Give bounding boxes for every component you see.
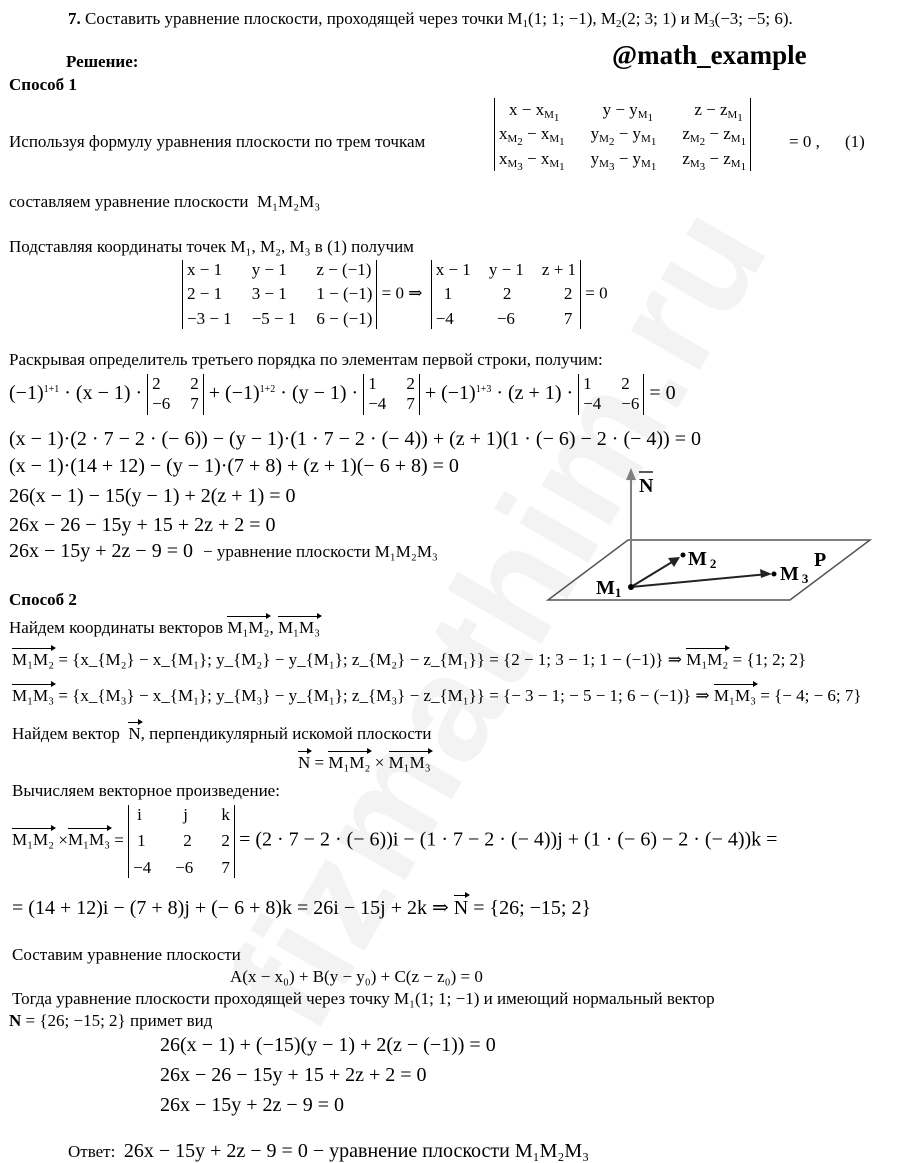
det-cell: i <box>137 805 142 824</box>
compute-text: Вычисляем векторное произведение: <box>12 781 280 800</box>
conjunction: и <box>680 9 690 28</box>
exponent: 1+1 <box>43 383 60 395</box>
normal-label: N <box>639 475 654 497</box>
det-cell: x − 1 <box>187 260 223 279</box>
factor: · (x − 1) · <box>64 381 143 404</box>
conclude-label: составляем уравнение плоскости <box>9 192 249 211</box>
det-cell: −6 <box>175 857 194 877</box>
problem-text: Составить уравнение плоскости, проходящей через точки M <box>85 9 523 28</box>
vector-result: = {− 4; − 6; 7} <box>760 686 862 705</box>
det-cell: 7 <box>563 308 573 328</box>
det-equals: = 0 <box>585 283 608 303</box>
det-cell: 2 − 1 <box>187 284 223 304</box>
det-cell: y − 1 <box>251 260 287 279</box>
normal-result: = {26; −15; 2} <box>473 897 592 919</box>
cross-expansion: = (2 · 7 − 2 · (− 6))i − (1 · 7 − 2 · (− 4))j + (1 · (− 6) − 2 · (− 4))k = <box>239 828 778 851</box>
find-vectors-text: Найдем координаты векторов M₁M₂, M₁M₃ <box>9 618 321 637</box>
normal-vector: N <box>453 897 469 919</box>
method2-step: 26x − 26 − 15y + 15 + 2z + 2 = 0 <box>160 1064 427 1086</box>
point-index: 3 <box>709 18 715 30</box>
times: × <box>58 830 68 850</box>
det-cell: 2 <box>502 284 512 304</box>
minor-cell: 2 <box>152 374 161 393</box>
det-cell: 1 <box>443 284 453 304</box>
problem-statement: 7. Составить уравнение плоскости, проходящей через точки $M_1(1$; 1; −1), $M_2(2$; 3; 1) и $M_3(-3$; −5; 6). <box>68 9 793 30</box>
formula-tail: = 0 , <box>789 132 820 151</box>
problem-number: 7. <box>68 9 81 28</box>
normal-arrowhead <box>626 468 636 480</box>
method2-step: 26x − 15y + 2z − 9 = 0 <box>160 1094 344 1116</box>
answer-label: Ответ: <box>68 1142 116 1161</box>
det-cell: z + 1 <box>541 260 577 279</box>
minor-cell: −4 <box>368 394 387 414</box>
point-index: 1 <box>522 18 529 30</box>
vector-name: M₁M₃ <box>12 686 55 705</box>
method2-step: 26(x − 1) + (−15)(y − 1) + 2(z − (−1)) = 0 <box>160 1034 496 1056</box>
det-cell: 3 − 1 <box>251 284 287 304</box>
det-cell: −6 <box>496 308 515 328</box>
times: × <box>374 753 385 772</box>
method1-intro: Используя формулу уравнения плоскости по трем точкам <box>9 132 426 151</box>
det-cell: 1 <box>137 831 146 851</box>
vector-name: M₁M₂ <box>686 650 729 669</box>
equals-zero: = 0 <box>649 381 676 404</box>
sign-term: + (−1) <box>208 381 260 404</box>
general-determinant: $x - x_{M_1}$ $y - y_{M_1}$ $z - z_{M_1}$ $x_{M_2} - x_{M_1}$ $y_{M_2} - y_{M_1}$ $z_{M_2} - z_{M_1}$ $x_{M_3} - x_{M_1}$ $y_{M_3} - y_{M_1}$ $z_{M_3} - z_{M_1}$ <box>494 98 751 171</box>
vector-formula: = {x_{M₃} − x_{M₁}; y_{M₃} − y_{M₁}; z_{M₃} − z_{M₁}} = {− 3 − 1; − 5 − 1; 6 − (−1)} ⇒ <box>58 686 710 705</box>
numeric-determinant <box>182 260 608 329</box>
method1-step: 26x − 26 − 15y + 15 + 2z + 2 = 0 <box>9 514 276 536</box>
det-cell: 2 <box>221 831 230 851</box>
det-cell: −4 <box>133 857 152 877</box>
exponent: 1+3 <box>475 383 492 395</box>
point-coords: (−3; −5; 6) <box>714 9 789 28</box>
det-cell: x − 1 <box>435 260 471 279</box>
m3-label: M 3 <box>780 563 809 586</box>
m2-label: M 2 <box>688 548 717 571</box>
then-text: Тогда уравнение плоскости проходящей через точку M₁(1; 1; −1) и имеющий нормальный вектор <box>12 989 715 1008</box>
minor-cell: 2 <box>406 374 415 393</box>
det-cell: y − 1 <box>488 260 524 279</box>
det-cell: 6 − (−1) <box>316 308 373 328</box>
point-name: M <box>693 9 710 28</box>
vector-name: M₁M₃ <box>713 686 757 705</box>
arrowhead-m3 <box>760 569 772 578</box>
formula-number: (1) <box>845 132 865 151</box>
find-normal-text <box>12 724 431 744</box>
minor-cell: 7 <box>406 394 415 414</box>
vector-m1m2: M₁M₂ <box>328 753 371 772</box>
vector-formula: = {x_{M₂} − x_{M₁}; y_{M₂} − y_{M₁}; z_{M₂} − z_{M₁}} = {2 − 1; 3 − 1; 1 − (−1)} ⇒ <box>58 650 682 669</box>
minor-cell: −6 <box>152 394 171 414</box>
solution-label: Решение: <box>66 52 139 71</box>
det-cell: 2 <box>563 284 573 304</box>
det-cell: −4 <box>435 308 454 328</box>
final-suffix: − уравнение плоскости M₁M₂M₃ <box>203 542 438 561</box>
vector-m1m3: M₁M₃ <box>388 753 431 772</box>
cofactor-expansion <box>9 374 676 415</box>
point-coords: (2; 3; 1) <box>621 9 677 28</box>
cross-product-formula <box>298 753 431 773</box>
compose-text: Составим уравнение плоскости <box>12 945 241 964</box>
det-cell: −5 − 1 <box>251 308 297 328</box>
vector-m1m2: M₁M₂ <box>227 618 270 637</box>
minor-cell: 1 <box>368 374 377 393</box>
det-cell: 1 − (−1) <box>316 284 373 304</box>
find-normal-suffix: , перпендикулярный искомой плоскости <box>140 724 432 743</box>
normal-value: = {26; −15; 2} примет вид <box>25 1011 213 1030</box>
det-cell: 2 <box>183 831 192 851</box>
method1-step: (x − 1)·(14 + 12) − (y − 1)·(7 + 8) + (z + 1)(− 6 + 8) = 0 <box>9 455 459 477</box>
minor-cell: 2 <box>190 374 199 393</box>
exponent: 1+2 <box>259 383 276 395</box>
plane-label: P <box>814 549 827 571</box>
vector-m1m2-calc <box>12 650 806 670</box>
det-cell: z − (−1) <box>316 260 372 279</box>
normal-vector: N <box>128 724 141 743</box>
minor-cell: 2 <box>621 374 630 393</box>
method2-title: Способ 2 <box>9 590 77 609</box>
vector-m1m3: M₁M₃ <box>277 618 321 637</box>
det-cell: 7 <box>221 857 230 877</box>
minor-cell: −6 <box>621 394 640 414</box>
vector-m1m3 <box>631 574 768 587</box>
find-vectors-label: Найдем координаты векторов <box>9 618 224 637</box>
cross-result-line <box>12 897 591 920</box>
normal-bold: N <box>9 1011 22 1030</box>
method1-step: (x − 1)·(2 · 7 − 2 · (− 6)) − (y − 1)·(1 · 7 − 2 · (− 4)) + (z + 1)(1 · (− 6) − 2 · (− 4)) = 0 <box>9 428 701 450</box>
conclude-text <box>9 192 320 212</box>
final-equation: 26x − 15y + 2z − 9 = 0 <box>9 540 193 562</box>
brand-watermark: @math_example <box>612 40 807 70</box>
point-coords: (1; 1; −1) <box>528 9 593 28</box>
vector-name: M₁M₂ <box>12 650 55 669</box>
method1-final <box>9 540 438 563</box>
cross-product-det <box>12 805 777 878</box>
sign-term: + (−1) <box>424 381 476 404</box>
point-name: M <box>600 9 617 28</box>
vector-m1m3-calc <box>12 686 862 706</box>
factor: · (z + 1) · <box>496 381 574 404</box>
point-m1 <box>628 584 634 590</box>
det-cell: j <box>183 805 188 824</box>
find-normal-label: Найдем вектор <box>12 724 120 743</box>
plane-diagram <box>540 462 880 607</box>
general-plane-equation: A(x − x₀) + B(y − y₀) + C(z − z₀) = 0 <box>230 967 483 986</box>
det-equals: = 0 ⇒ <box>381 283 423 303</box>
minor-cell: 1 <box>583 374 592 393</box>
point-m2 <box>681 553 686 558</box>
equals: = <box>114 830 124 850</box>
equals: = <box>314 753 325 772</box>
expand-text: Раскрывая определитель третьего порядка по элементам первой строки, получим: <box>9 350 603 369</box>
cross-result: = (14 + 12)i − (7 + 8)j + (− 6 + 8)k = 26i − 15j + 2k ⇒ <box>12 897 449 919</box>
substitute-text: Подставляя координаты точек M₁, M₂, M₃ в (1) получим <box>9 237 414 256</box>
normal-statement <box>9 1011 212 1031</box>
vector-result: = {1; 2; 2} <box>732 650 807 669</box>
point-m3 <box>772 572 777 577</box>
method1-title: Способ 1 <box>9 75 77 94</box>
factor: · (y − 1) · <box>280 381 359 404</box>
m1-label: M1 <box>596 577 622 600</box>
point-index: 2 <box>616 18 622 30</box>
minor-cell: −4 <box>583 394 602 414</box>
normal-vector: N <box>298 753 311 772</box>
method1-step: 26(x − 1) − 15(y − 1) + 2(z + 1) = 0 <box>9 485 296 507</box>
det-cell: −3 − 1 <box>187 308 232 328</box>
vector-m1m2: M₁M₂ <box>12 830 55 850</box>
sign-term: (−1) <box>9 381 44 404</box>
plane-name: M₁M₂M₃ <box>257 192 321 211</box>
answer-text: 26x − 15y + 2z − 9 = 0 − уравнение плоскости M₁M₂M₃ <box>123 1140 590 1162</box>
minor-cell: 7 <box>190 394 199 414</box>
arrowhead-m2 <box>668 557 680 567</box>
vector-m1m3: M₁M₃ <box>67 830 111 850</box>
det-cell: k <box>221 805 230 824</box>
